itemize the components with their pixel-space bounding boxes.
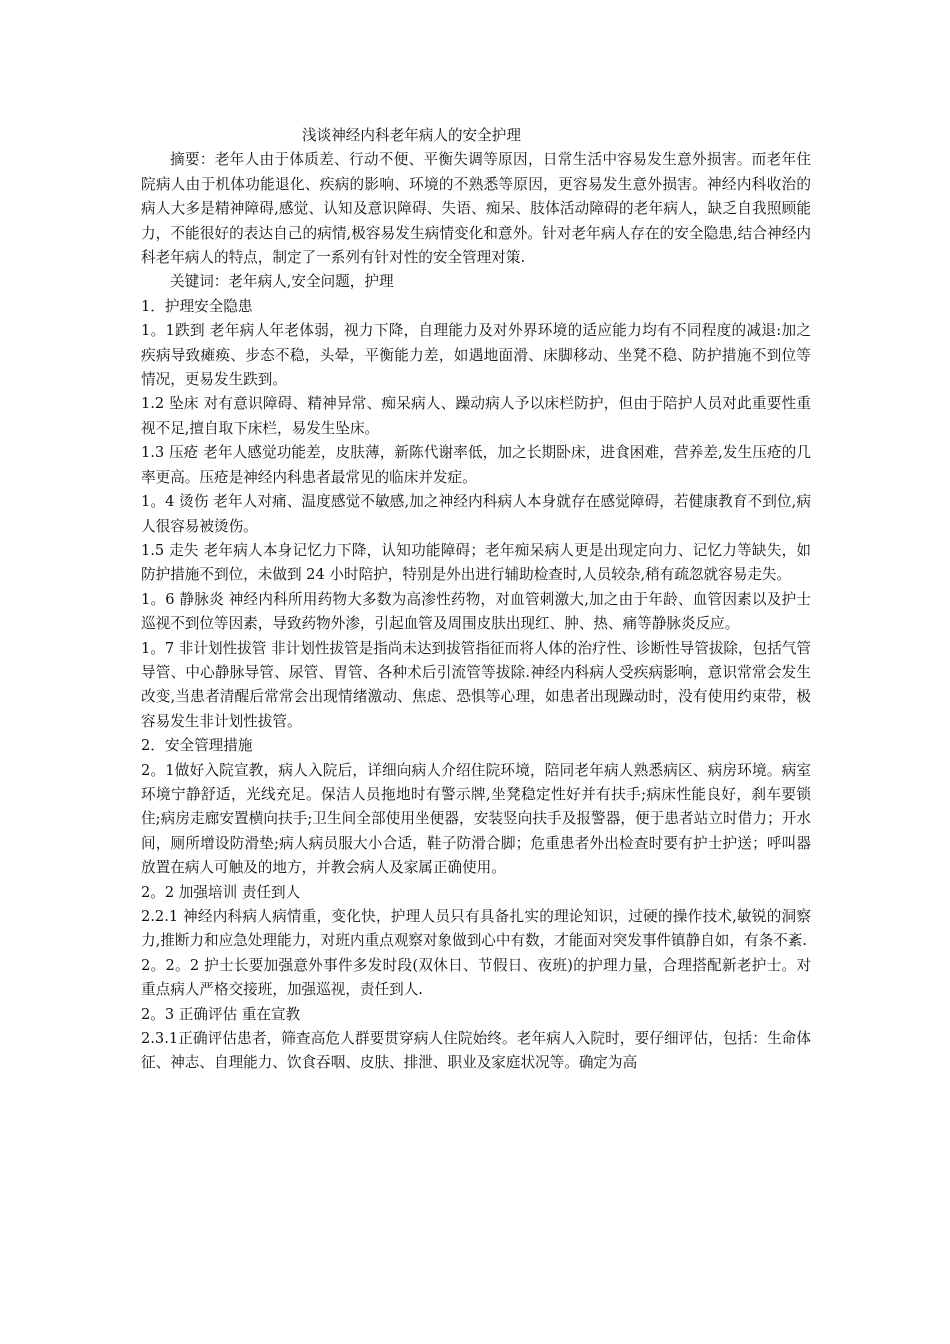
paragraph-1-1: 1。1跌到 老年病人年老体弱，视力下降，自理能力及对外界环境的适应能力均有不同程度的减退:加之疾病导致瘫痪、步态不稳，头晕，平衡能力差，如遇地面滑、床脚移动、坐凳不稳、防护措施不到位等情况，更易发生跌到。 <box>141 322 811 389</box>
section-heading-1: 1．护理安全隐患 <box>141 297 253 315</box>
paragraph-1-5: 1.5 走失 老年病人本身记忆力下降，认知功能障碍；老年痴呆病人更是出现定向力、记忆力等缺失，如防护措施不到位，未做到 24 小时陪护，特别是外出进行辅助检查时,人员较杂,稍有疏忽就容易走失。 <box>141 541 811 584</box>
subheading-2-3: 2。3 正确评估 重在宣教 <box>141 1005 301 1023</box>
paragraph-2-3-1: 2.3.1正确评估患者，筛查高危人群要贯穿病人住院始终。老年病人入院时，要仔细评估，包括：生命体征、神志、自理能力、饮食吞咽、皮肤、排泄、职业及家庭状况等。确定为高 <box>141 1030 811 1072</box>
paragraph-1-7: 1。7 非计划性拔管 非计划性拔管是指尚未达到拔管指征而将人体的治疗性、诊断性导管拔除，包括气管导管、中心静脉导管、尿管、胃管、各种术后引流管等拔除.神经内科病人受疾病影响，意识常常会发生改变,当患者清醒后常常会出现情绪激动、焦虑、恐惧等心理，如患者出现躁动时，没有使用约束带，极容易发生非计划性拔管。 <box>141 639 811 730</box>
paragraph-1-4: 1。4 烫伤 老年人对痛、温度感觉不敏感,加之神经内科病人本身就存在感觉障碍，若健康教育不到位,病人很容易被烫伤。 <box>141 493 811 535</box>
abstract-paragraph: 摘要：老年人由于体质差、行动不便、平衡失调等原因，日常生活中容易发生意外损害。而老年住院病人由于机体功能退化、疾病的影响、环境的不熟悉等原因，更容易发生意外损害。神经内科收治的病人大多是精神障碍,感觉、认知及意识障碍、失语、痴呆、肢体活动障碍的老年病人，缺乏自我照顾能力，不能很好的表达自己的病情,极容易发生病情变化和意外。针对老年病人存在的安全隐患,结合神经内科老年病人的特点，制定了一系列有针对性的安全管理对策. <box>141 151 811 267</box>
paragraph-1-3: 1.3 压疮 老年人感觉功能差，皮肤薄，新陈代谢率低，加之长期卧床，进食困难，营养差,发生压疮的几率更高。压疮是神经内科患者最常见的临床并发症。 <box>141 444 811 486</box>
keywords-line: 关键词：老年病人,安全问题，护理 <box>170 273 394 291</box>
section-heading-2: 2．安全管理措施 <box>141 737 253 755</box>
paragraph-1-2: 1.2 坠床 对有意识障碍、精神异常、痴呆病人、躁动病人予以床栏防护，但由于陪护人员对此重要性重视不足,擅自取下床栏，易发生坠床。 <box>141 395 811 437</box>
paragraph-1-6: 1。6 静脉炎 神经内科所用药物大多数为高渗性药物，对血管刺激大,加之由于年龄、血管因素以及护士巡视不到位等因素，导致药物外渗，引起血管及周围皮肤出现红、肿、热、痛等静脉炎反应。 <box>141 590 811 633</box>
paragraph-2-2-2: 2。2。2 护士长要加强意外事件多发时段(双休日、节假日、夜班)的护理力量，合理搭配新老护士。对重点病人严格交接班，加强巡视，责任到人. <box>141 956 811 999</box>
document-body <box>141 124 811 1076</box>
paragraph-2-1: 2。1做好入院宣教，病人入院后，详细向病人介绍住院环境，陪同老年病人熟悉病区、病房环境。病室环境宁静舒适，光线充足。保洁人员拖地时有警示牌,坐凳稳定性好并有扶手;病床性能良好，刹车要锁住;病房走廊安置横向扶手;卫生间全部使用坐便器，安装竖向扶手及报警器，便于患者站立时借力；开水间，厕所增设防滑垫;病人病员服大小合适，鞋子防滑合脚；危重患者外出检查时要有护士护送；呼叫器放置在病人可触及的地方，并教会病人及家属正确使用。 <box>141 761 811 877</box>
subheading-2-2: 2。2 加强培训 责任到人 <box>141 883 301 901</box>
document-title: 浅谈神经内科老年病人的安全护理 <box>302 127 521 144</box>
paragraph-2-2-1: 2.2.1 神经内科病人病情重，变化快，护理人员只有具备扎实的理论知识，过硬的操作技术,敏锐的洞察力,推断力和应急处理能力，对班内重点观察对象做到心中有数，才能面对突发事件镇静自如，有条不紊. <box>141 908 811 950</box>
